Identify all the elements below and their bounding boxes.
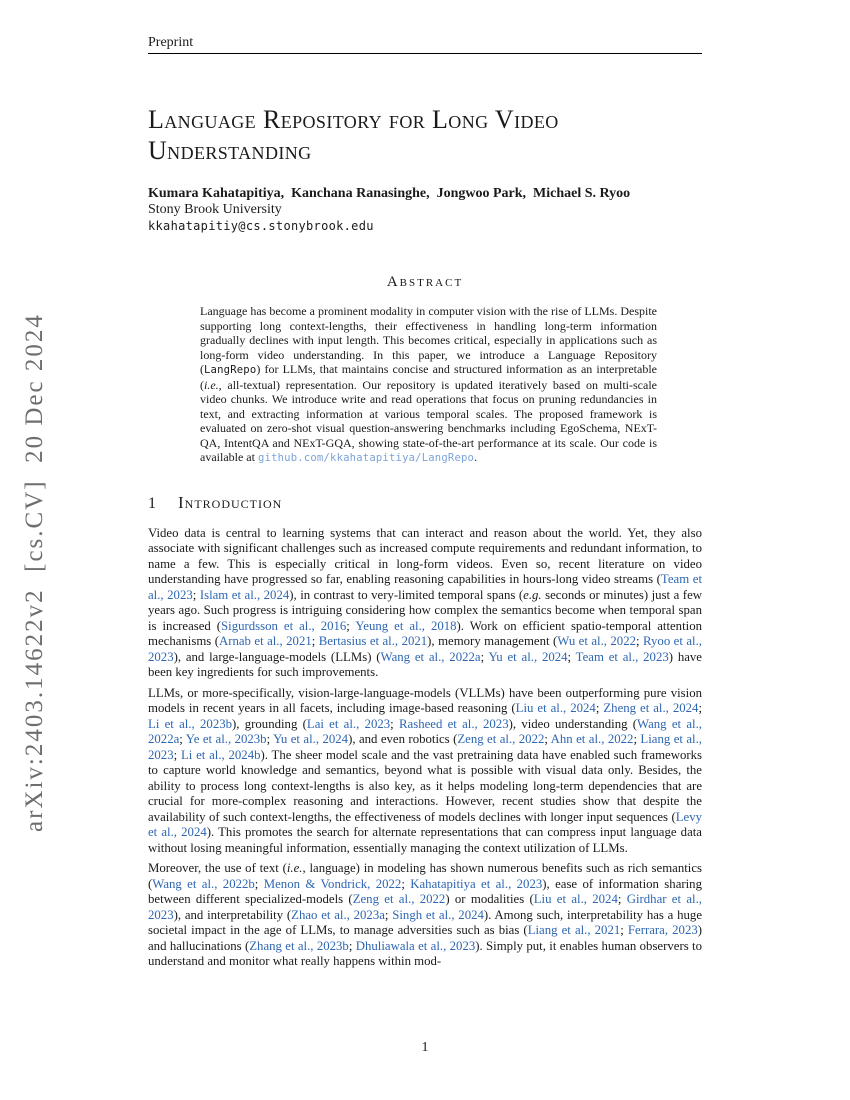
text-run: ; [311,634,319,648]
citation-link[interactable]: Levy et al., 2024 [148,809,702,839]
author-email: kkahatapitiy@cs.stonybrook.edu [148,219,374,233]
citation-link[interactable]: Kahatapitiya et al., 2023 [410,876,543,891]
text-run: . [474,450,478,464]
citation-link[interactable]: Liang et al., 2023 [148,732,702,762]
citation-link[interactable]: Lai et al., 2023 [306,716,391,731]
author-affiliation: Stony Brook University [148,202,282,217]
text-run: ) have been key ingredients for such improvements. [148,649,702,679]
text-run: Language has become a prominent modality in computer vision with the rise of LLMs. Despite supporting long context-lengths, their effectiveness in handling long-term information gradually declines with input length. This becomes critical, especially in applications such as long-form video understanding. In this paper, we introduce a Language Repository ( [200,304,657,376]
text-run: ). Among such, interpretability has a huge societal impact in the age of LLMs, to manage adversities such as bias ( [148,907,702,937]
text-run: ; [698,701,702,715]
text-run: , language) in modeling has shown numerous benefits such as rich semantics ( [148,861,702,891]
text-run: ; [266,732,274,746]
inline-code: LangRepo [204,364,257,376]
section-number: 1 [148,494,156,512]
citation-link[interactable]: Rasheed et al., 2023 [399,716,509,731]
text-run: ) or modalities ( [445,892,534,906]
citation-link[interactable]: Team et al., 2023 [575,649,669,664]
citation-link[interactable]: Zeng et al., 2022 [352,892,446,906]
author-names: Kumara Kahatapitiya, Kanchana Ranasinghe, Jongwoo Park, Michael S. Ryoo [148,186,631,201]
text-run: ), and even robotics ( [348,732,458,746]
citation-link[interactable]: Islam et al., 2024 [199,587,290,602]
citation-link[interactable]: Ryoo et al., 2023 [148,634,702,664]
text-run: ; [633,732,641,746]
citation-link[interactable]: Li et al., 2024b [180,747,261,762]
intro-paragraph-2 [148,686,702,857]
citation-link[interactable]: Wu et al., 2022 [557,634,637,648]
text-run: ). This promotes the search for alternate representations that can compress input language data without losing meaningful information, essentially managing the context utilization of LLMs. [148,825,702,855]
paper-title-line2: Understanding [148,136,312,165]
citation-link[interactable]: Menon & Vondrick, 2022 [263,876,402,891]
paper-title-line1: Language Repository for Long Video [148,105,559,134]
preprint-label: Preprint [148,35,194,50]
text-run: ; [544,732,551,746]
text-run: ; [390,716,399,731]
text-run: ). Simply put, it enables human observers to understand and monitor what really happens within mod- [148,938,702,968]
text-run: ) and hallucinations ( [148,923,703,953]
citation-link[interactable]: Bertasius et al., 2021 [318,634,428,648]
text-run: seconds or minutes) just a few years ago. Such progress is intriguing considering how complex the semantics become when temporal span is increased ( [148,587,702,633]
citation-link[interactable]: Wang et al., 2022a [380,649,481,664]
citation-link[interactable]: Zhang et al., 2023b [249,938,349,953]
citation-link[interactable]: Yeung et al., 2018 [355,618,457,633]
text-run: ). The sheer model scale and the vast pretraining data have enabled such frameworks to capture world knowledge and semantics, beyond what is possible with visual data only. Besides, the ability to process long context-lengths is also key, as it helps modeling long-term dependencies that are crucial for more-complex reasoning and interactions. However, recent studies show that despite the availability of such context-lengths, the effectiveness of models declines with longer input sequences ( [148,747,702,824]
text-run: ; [192,587,200,602]
text-run: ), video understanding ( [508,716,638,731]
page-header [148,34,702,54]
citation-link[interactable]: Dhuliawala et al., 2023 [355,938,476,953]
text-run: ), and interpretability ( [173,907,292,922]
citation-link[interactable]: Sigurdsson et al., 2016 [221,618,347,633]
url-link[interactable]: github.com/kkahatapitiya/LangRepo [257,452,475,464]
text-run: ), and large-language-models (LLMs) ( [173,649,381,664]
text-run: ; [636,634,644,648]
citation-link[interactable]: Zeng et al., 2022 [457,732,545,746]
section-heading-introduction [148,492,702,514]
citation-link[interactable]: Team et al., 2023 [148,572,703,602]
text-run: LLMs, or more-specifically, vision-large-language-models (VLLMs) have been outperforming pure vision models in recent years in all facets, including image-based reasoning ( [148,685,702,715]
citation-link[interactable]: Arnab et al., 2021 [218,634,312,648]
citation-link[interactable]: Wang et al., 2022b [152,876,255,891]
text-run: ), ease of information sharing between different specialized-models ( [148,876,702,906]
text-run: ), grounding ( [232,716,307,731]
text-run: ), in contrast to very-limited temporal spans ( [289,587,524,602]
text-run: ) for LLMs, that maintains concise and structured information as an interpretable ( [200,362,657,392]
citation-link[interactable]: Ahn et al., 2022 [550,732,634,746]
citation-link[interactable]: Zhao et al., 2023a [291,907,385,922]
text-run: ; [179,732,186,746]
citation-link[interactable]: Yu et al., 2024 [488,649,568,664]
abstract-heading: Abstract [386,274,464,290]
text-run: ; [346,618,356,633]
citation-link[interactable]: Liu et al., 2024 [515,701,596,715]
citation-link[interactable]: Li et al., 2023b [148,716,233,731]
italic-text: i.e. [204,377,219,392]
text-run: ; [595,701,604,715]
italic-text: e.g. [523,587,542,602]
text-run: ), memory management ( [427,634,558,648]
citation-link[interactable]: Ferrara, 2023 [627,923,698,937]
text-run: ; [620,923,628,937]
intro-paragraph-3 [148,861,702,970]
text-run: ; [173,747,181,762]
citation-link[interactable]: Liang et al., 2021 [527,923,621,937]
text-run: ; [401,876,411,891]
text-run: ; [480,649,489,664]
citation-link[interactable]: Ye et al., 2023b [185,732,267,746]
text-run: , all-textual) representation. Our repository is updated iteratively based on multi-scale video chunks. We introduce write and read operations that focus on pruning redundancies in text, and extracting information at various temporal scales. The proposed framework is evaluated on zero-shot visual question-answering benchmarks including EgoSchema, NExT-QA, IntentQA and NExT-GQA, showing state-of-the-art performance at its scale. Our code is available at [200,377,657,464]
text-run: ; [348,938,356,953]
citation-link[interactable]: Zheng et al., 2024 [603,701,699,715]
citation-link[interactable]: Wang et al., 2022a [148,716,702,746]
page-number: 1 [421,1040,429,1055]
paper-title [148,104,702,166]
text-run: ; [617,892,627,906]
citation-link[interactable]: Yu et al., 2024 [273,732,349,746]
text-run: ). Work on efficient spatio-temporal attention mechanisms ( [148,618,702,648]
citation-link[interactable]: Girdhar et al., 2023 [148,892,702,922]
text-run: ; [384,907,393,922]
citation-link[interactable]: Liu et al., 2024 [533,892,618,906]
text-run: ; [567,649,576,664]
citation-link[interactable]: Singh et al., 2024 [392,907,484,922]
text-run: ; [254,876,264,891]
arxiv-watermark: arXiv:2403.14622v2 [cs.CV] 20 Dec 2024 [21,313,48,832]
text-run: Moreover, the use of text ( [148,861,287,875]
italic-text: i.e. [286,861,303,875]
paper-content [148,104,702,970]
intro-paragraph-1 [148,526,702,681]
text-run: Video data is central to learning systems that can interact and reason about the world. Yet, they also associate with significant challenges such as increased compute requirements and redundant information, to name a few. This is especially critical in long-form videos. Even so, recent literature on video understanding have progressed so far, enabling reasoning capabilities in hours-long video streams ( [148,525,702,586]
abstract-text [200,304,657,466]
section-title: Introduction [178,492,283,512]
